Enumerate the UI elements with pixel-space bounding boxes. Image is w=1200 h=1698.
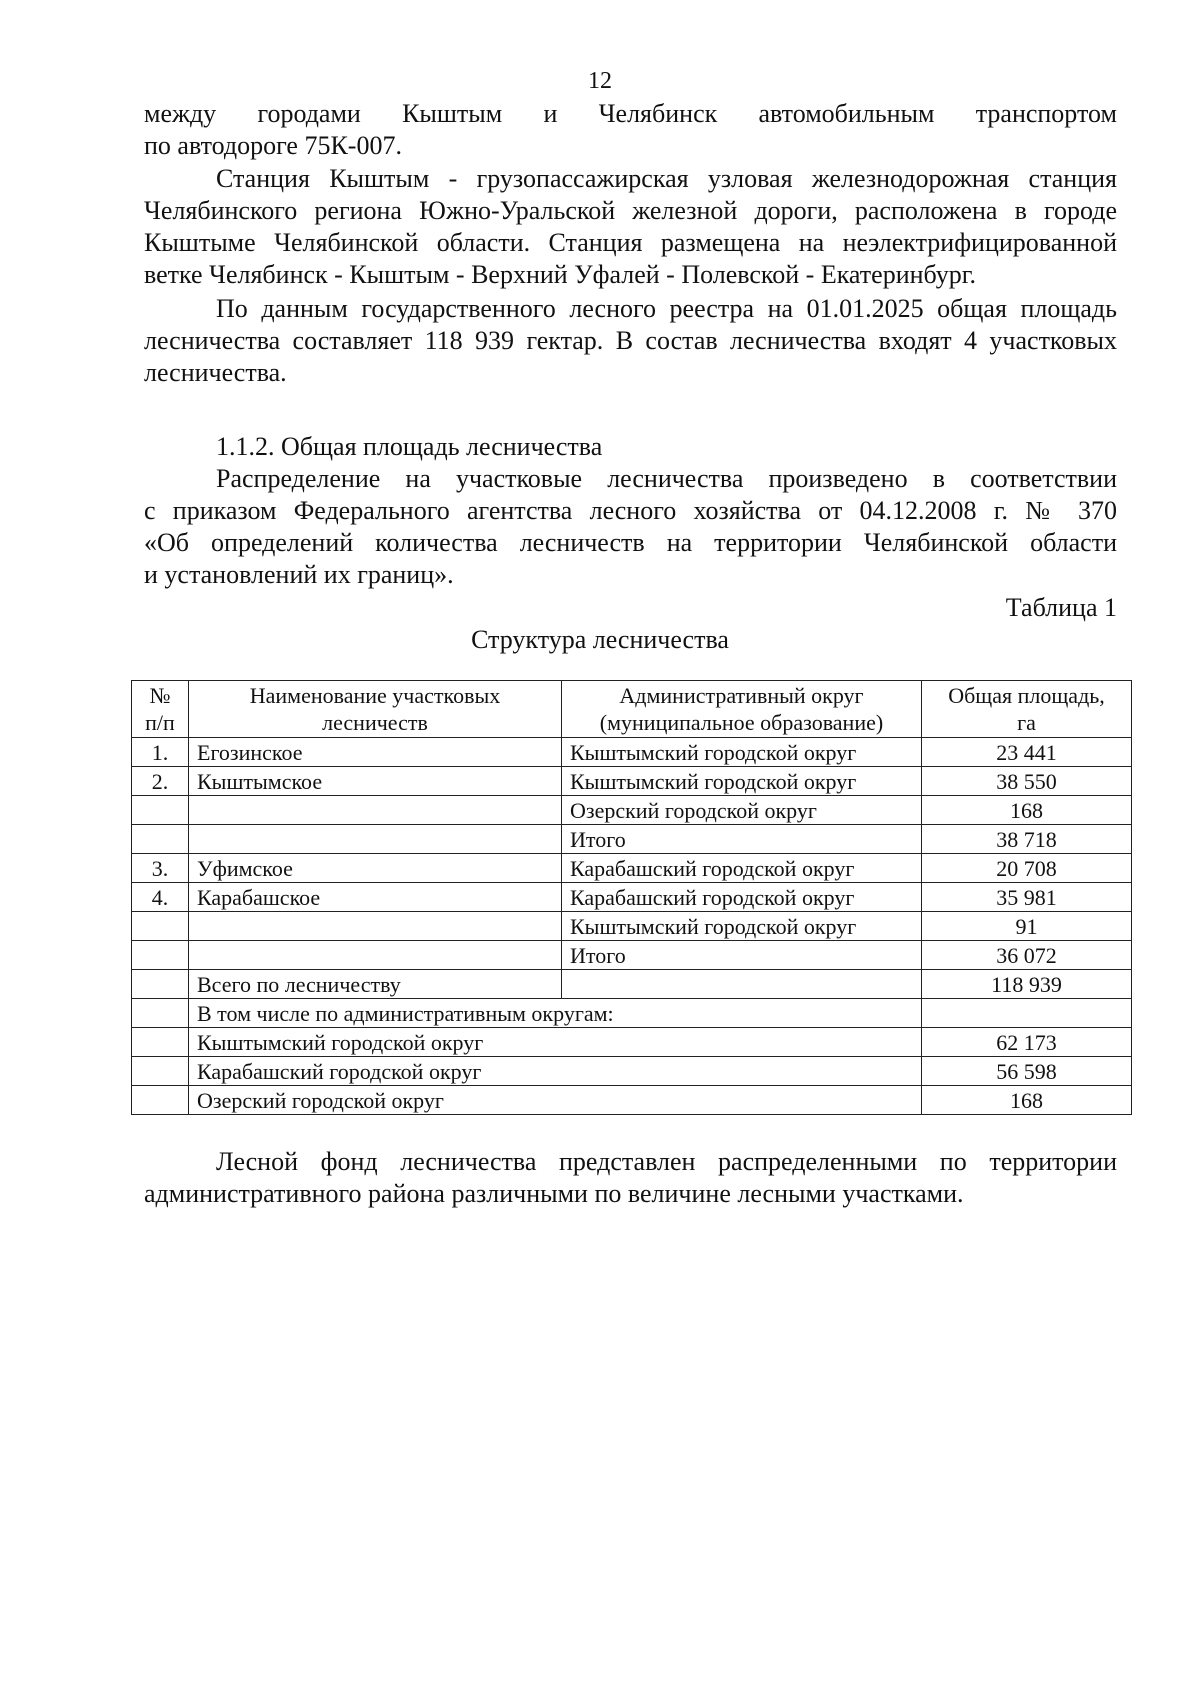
cell-area: 62 173 (922, 1028, 1132, 1057)
cell-district: Кыштымский городской округ (562, 767, 922, 796)
cell-district: Кыштымский городской округ (562, 738, 922, 767)
paragraph-line: Станция Кыштым - грузопассажирская узловая железнодорожная станция (216, 164, 1117, 193)
table-row (132, 767, 1132, 796)
cell-num (132, 970, 189, 999)
table-breakdown-row (132, 1028, 1132, 1057)
table-row (132, 883, 1132, 912)
cell-name (189, 912, 562, 941)
cell-district: Карабашский городской округ (562, 883, 922, 912)
paragraph-line: лесничества. (144, 358, 287, 387)
header-text: п/п (145, 710, 175, 735)
paragraph-line: ветке Челябинск - Кыштым - Верхний Уфалей - Полевской - Екатеринбург. (144, 260, 976, 289)
paragraph-station (144, 163, 1117, 291)
cell-num (132, 912, 189, 941)
cell-district: Карабашский городской округ (562, 854, 922, 883)
word: автомобильным (758, 99, 935, 128)
section-heading-text: 1.1.2. Общая площадь лесничества (216, 432, 603, 461)
paragraph-line: и установлений их границ». (144, 560, 454, 589)
cell-num (132, 1086, 189, 1115)
word: городами (257, 99, 361, 128)
word: между (144, 99, 217, 128)
cell-name (189, 941, 562, 970)
paragraph-line: По данным государственного лесного реестра на 01.01.2025 общая площадь (216, 294, 1117, 323)
cell-num: 3. (132, 854, 189, 883)
table-header-row (132, 681, 1132, 738)
cell-num (132, 941, 189, 970)
cell-district: Итого (562, 825, 922, 854)
table-breakdown-row (132, 1057, 1132, 1086)
cell-breakdown-district: Озерский городской округ (189, 1086, 922, 1115)
page-number: 12 (588, 68, 612, 94)
cell-name: Кыштымское (189, 767, 562, 796)
header-text: га (1017, 710, 1036, 735)
table-row (132, 738, 1132, 767)
cell-district (562, 970, 922, 999)
table-breakdown-header-row (132, 999, 1132, 1028)
cell-num (132, 825, 189, 854)
cell-name: Егозинское (189, 738, 562, 767)
word: Кыштым (402, 99, 503, 128)
paragraph-line: по автодороге 75К-007. (144, 131, 402, 160)
cell-name: Уфимское (189, 854, 562, 883)
table-total-row (132, 970, 1132, 999)
table-row (132, 825, 1132, 854)
header-text: лесничеств (322, 710, 428, 735)
cell-total-label: Всего по лесничеству (189, 970, 562, 999)
cell-area: 168 (922, 1086, 1132, 1115)
header-district (562, 681, 922, 738)
cell-area: 35 981 (922, 883, 1132, 912)
section-heading (144, 431, 1117, 463)
paragraph-line: с приказом Федерального агентства лесного хозяйства от 04.12.2008 г. № 370 (144, 496, 1117, 525)
paragraph-line: Распределение на участковые лесничества произведено в соответствии (216, 464, 1117, 493)
cell-area: 91 (922, 912, 1132, 941)
cell-district: Итого (562, 941, 922, 970)
paragraph-line: Лесной фонд лесничества представлен распределенными по территории (216, 1147, 1117, 1176)
cell-num (132, 1028, 189, 1057)
paragraph-line: лесничества составляет 118 939 гектар. В состав лесничества входят 4 участковых (144, 326, 1117, 355)
header-text: Наименование участковых (249, 683, 501, 708)
forestry-structure-table (131, 680, 1132, 1115)
cell-num: 4. (132, 883, 189, 912)
paragraph-area (144, 293, 1117, 389)
cell-name (189, 796, 562, 825)
table-title: Структура лесничества (471, 625, 729, 654)
header-text: № (149, 683, 171, 708)
word: и (543, 99, 558, 128)
cell-num (132, 796, 189, 825)
cell-num: 2. (132, 767, 189, 796)
cell-area: 56 598 (922, 1057, 1132, 1086)
cell-area (922, 999, 1132, 1028)
word: Челябинск (598, 99, 718, 128)
cell-area: 168 (922, 796, 1132, 825)
cell-area: 20 708 (922, 854, 1132, 883)
cell-name (189, 825, 562, 854)
cell-num (132, 999, 189, 1028)
paragraph-line: административного района различными по величине лесными участками. (144, 1179, 964, 1208)
table-row (132, 854, 1132, 883)
cell-total-area: 118 939 (922, 970, 1132, 999)
header-text: Административный округ (619, 683, 864, 708)
header-num (132, 681, 189, 738)
table-breakdown-row (132, 1086, 1132, 1115)
paragraph-line: «Об определений количества лесничеств на территории Челябинской области (144, 528, 1117, 557)
word: транспортом (975, 99, 1117, 128)
paragraph-line: Челябинского региона Южно-Уральской железной дороги, расположена в городе (144, 196, 1117, 225)
cell-area: 38 550 (922, 767, 1132, 796)
cell-breakdown-district: Кыштымский городской округ (189, 1028, 922, 1057)
paragraph-distribution (144, 463, 1117, 591)
table-row (132, 796, 1132, 825)
cell-area: 36 072 (922, 941, 1132, 970)
cell-num (132, 1057, 189, 1086)
paragraph-forest-fund (144, 1146, 1117, 1210)
cell-area: 23 441 (922, 738, 1132, 767)
cell-breakdown-district: Карабашский городской округ (189, 1057, 922, 1086)
cell-district: Кыштымский городской округ (562, 912, 922, 941)
cell-breakdown-label: В том числе по административным округам: (189, 999, 922, 1028)
header-text: Общая площадь, (948, 683, 1105, 708)
cell-num: 1. (132, 738, 189, 767)
table-row (132, 912, 1132, 941)
paragraph-line (144, 98, 1117, 130)
cell-area: 38 718 (922, 825, 1132, 854)
header-name (189, 681, 562, 738)
table-label: Таблица 1 (1005, 593, 1117, 622)
cell-district: Озерский городской округ (562, 796, 922, 825)
paragraph-transport (144, 98, 1117, 162)
header-area (922, 681, 1132, 738)
header-text: (муниципальное образование) (599, 710, 884, 735)
paragraph-line: Кыштыме Челябинской области. Станция размещена на неэлектрифицированной (144, 228, 1117, 257)
cell-name: Карабашское (189, 883, 562, 912)
table-row (132, 941, 1132, 970)
